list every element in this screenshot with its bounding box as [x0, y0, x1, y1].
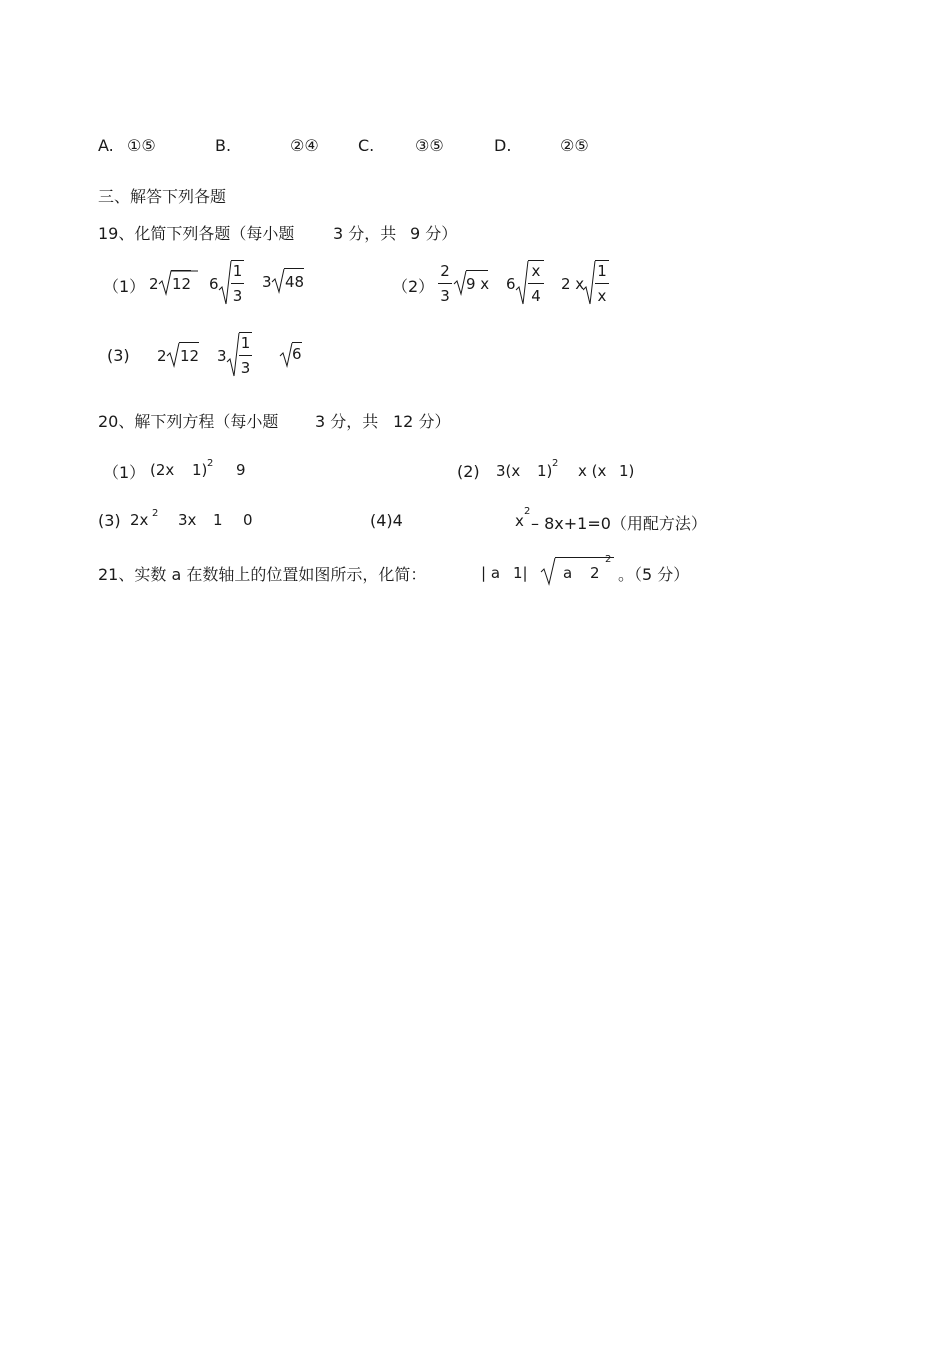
q20-p1-exp: 2 — [207, 458, 214, 469]
radical-sign — [158, 270, 172, 296]
q19-p2-den3: x — [597, 287, 607, 305]
q20-p4-x: x — [515, 512, 524, 530]
radical-sign — [582, 260, 596, 306]
fraction-bar — [528, 283, 544, 284]
q19-p1-num2: 1 — [232, 262, 243, 280]
q20-p3-label: (3) — [98, 511, 121, 530]
q20-p3-t2: 3x — [178, 511, 197, 529]
radical-bar — [528, 260, 544, 261]
q20-p1-label: （1） — [103, 463, 146, 482]
section-heading: 三、解答下列各题 — [98, 187, 227, 206]
fraction-bar — [231, 283, 244, 284]
q20-total: 12 分） — [393, 412, 451, 431]
radical-bar — [231, 260, 244, 261]
q19-p3-coef1: 2 — [157, 347, 167, 365]
fraction-bar — [438, 283, 452, 284]
option-d-label: D. — [494, 136, 512, 155]
q20-p2-rhs2: 1) — [619, 462, 635, 480]
radical-bar — [292, 342, 302, 343]
q19-p3-den2: 3 — [240, 359, 251, 377]
q21-tail: 。（5 分） — [618, 565, 690, 584]
q19-p2-coef3: 2 x — [561, 275, 585, 293]
radical-sign — [453, 270, 467, 296]
radical-bar — [239, 332, 252, 333]
q19-p2-den2: 4 — [531, 287, 541, 305]
radical-sign — [218, 260, 232, 306]
q19-total: 9 分） — [410, 224, 458, 243]
q21-exp: 2 — [605, 554, 612, 565]
q21-abs-expr: | a — [481, 564, 501, 582]
radical-sign — [226, 332, 240, 378]
q20-p1-lhs: (2x — [150, 461, 175, 479]
q20-heading: 20、解下列方程（每小题 — [98, 412, 279, 431]
q19-p3-rad1: 12 — [180, 347, 200, 365]
q20-p1-rhs: 9 — [236, 461, 246, 479]
radical-bar — [595, 260, 609, 261]
q20-p4-rest: – 8x+1=0（用配方法） — [531, 514, 707, 533]
option-b-label: B. — [215, 136, 232, 155]
q20-p3-exp: 2 — [152, 508, 159, 519]
option-c-label: C. — [358, 136, 375, 155]
q19-p2-frac-num: 2 — [440, 262, 450, 280]
q19-p3-num2: 1 — [240, 334, 251, 352]
radical-sign — [540, 557, 556, 585]
radical-sign — [279, 342, 293, 368]
radical-sign — [271, 268, 285, 294]
q20-p4-exp: 2 — [524, 506, 531, 517]
q19-p2-coef2: 6 — [506, 275, 516, 293]
q19-score: 3 分，共 — [333, 224, 397, 243]
radical-bar — [466, 270, 488, 271]
radical-sign — [515, 260, 529, 306]
radical-bar — [179, 342, 199, 343]
q20-p1-one: 1) — [192, 461, 208, 479]
q21-abs-one: 1| — [513, 564, 528, 582]
radical-sign — [166, 342, 180, 368]
q21-rad: a — [563, 564, 573, 582]
q20-p3-t1: 2x — [130, 511, 149, 529]
q19-p1-coef1: 2 — [149, 275, 159, 293]
q19-p1-coef2: 6 — [209, 275, 219, 293]
fraction-bar — [239, 355, 252, 356]
option-b-value: ②④ — [290, 136, 319, 155]
q19-p2-label: （2） — [392, 277, 435, 296]
q21-rad2: 2 — [590, 564, 600, 582]
q19-p3-coef2: 3 — [217, 347, 227, 365]
q19-p3-rad3: 6 — [292, 345, 302, 363]
q19-p1-den2: 3 — [232, 287, 243, 305]
q20-p2-one: 1) — [537, 462, 553, 480]
q20-score: 3 分，共 — [315, 412, 379, 431]
option-a-value: ①⑤ — [127, 136, 156, 155]
q19-p1-rad1: 12 — [172, 275, 192, 293]
q19-p1-coef3: 3 — [262, 273, 272, 291]
q20-p2-lhs: 3(x — [496, 462, 521, 480]
radical-bar — [171, 270, 191, 271]
q19-p3-label: (3) — [107, 346, 130, 365]
radical-bar — [284, 268, 304, 269]
q19-p1-label: （1） — [103, 277, 146, 296]
q19-p1-rad3: 48 — [285, 273, 305, 291]
q20-p4-label: (4)4 — [370, 511, 403, 530]
q20-p3-t4: 0 — [243, 511, 253, 529]
option-c-value: ③⑤ — [415, 136, 444, 155]
fraction-bar — [595, 283, 609, 284]
option-d-value: ②⑤ — [560, 136, 589, 155]
q19-p2-frac-den: 3 — [440, 287, 450, 305]
q20-p2-label: (2) — [457, 462, 480, 481]
q19-p2-rad1: 9 x — [466, 275, 490, 293]
q20-p2-rhs: x (x — [578, 462, 607, 480]
q19-p2-num2: x — [531, 262, 541, 280]
q19-heading: 19、化简下列各题（每小题 — [98, 224, 295, 243]
q20-p2-exp: 2 — [552, 458, 559, 469]
option-a-label: A. — [98, 136, 114, 155]
q19-p2-num3: 1 — [597, 262, 607, 280]
q20-p3-t3: 1 — [213, 511, 223, 529]
q21-heading: 21、实数 a 在数轴上的位置如图所示，化简： — [98, 565, 427, 584]
